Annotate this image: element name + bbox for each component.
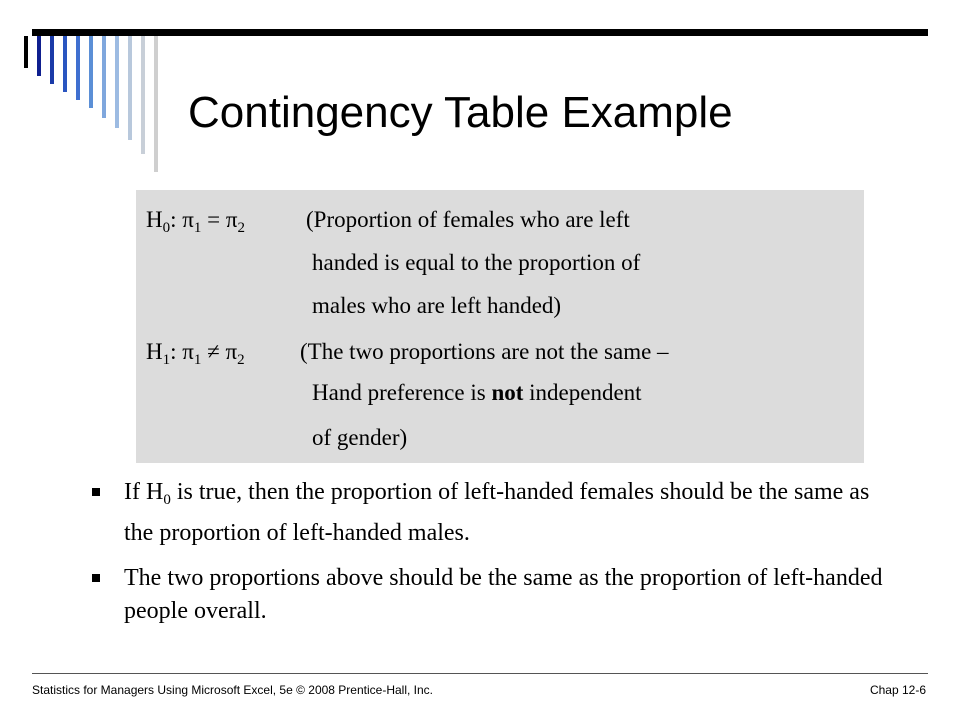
- footer-citation: Statistics for Managers Using Microsoft Excel, 5e © 2008 Prentice-Hall, Inc.: [32, 683, 433, 697]
- bullet-text-2: The two proportions above should be the same as the proportion of left-handed people overall.: [124, 565, 883, 624]
- stripe: [37, 36, 41, 76]
- null-hypothesis: $H_0$: $\pi_1 = \pi_2$: [146, 207, 245, 236]
- stripe: [63, 36, 67, 92]
- footer-divider: [32, 673, 928, 674]
- alt-hypothesis-desc-1: (The two proportions are not the same –: [300, 339, 669, 364]
- bullet-icon: [92, 574, 100, 582]
- null-hypothesis-desc-3: males who are left handed): [312, 293, 562, 318]
- slide-title: Contingency Table Example: [188, 88, 733, 137]
- header-bar: [32, 29, 928, 36]
- bullet-icon: [92, 488, 100, 496]
- stripe: [115, 36, 119, 128]
- null-hypothesis-desc-1: (Proportion of females who are left: [306, 207, 630, 232]
- stripe: [50, 36, 54, 84]
- stripe: [141, 36, 145, 154]
- alt-hypothesis-desc-3: of gender): [312, 425, 408, 450]
- footer-chapter: Chap 12-6: [869, 683, 926, 697]
- null-hypothesis-desc-2: handed is equal to the proportion of: [312, 250, 641, 275]
- stripe: [89, 36, 93, 108]
- stripe: [24, 36, 28, 68]
- alt-hypothesis: $H_1$: $\pi_1 \ne \pi_2$: [146, 339, 245, 368]
- emphasis-not: not: [491, 380, 524, 405]
- stripe: [76, 36, 80, 100]
- alt-hypothesis-desc-2: Hand preference is not independent: [312, 380, 642, 405]
- stripe: [102, 36, 106, 118]
- bullet-text-1: If $H_0$ is true, then the proportion of left-handed females should be the same as the proportion of left-handed males.: [124, 479, 870, 546]
- stripe: [154, 36, 158, 172]
- stripe: [128, 36, 132, 140]
